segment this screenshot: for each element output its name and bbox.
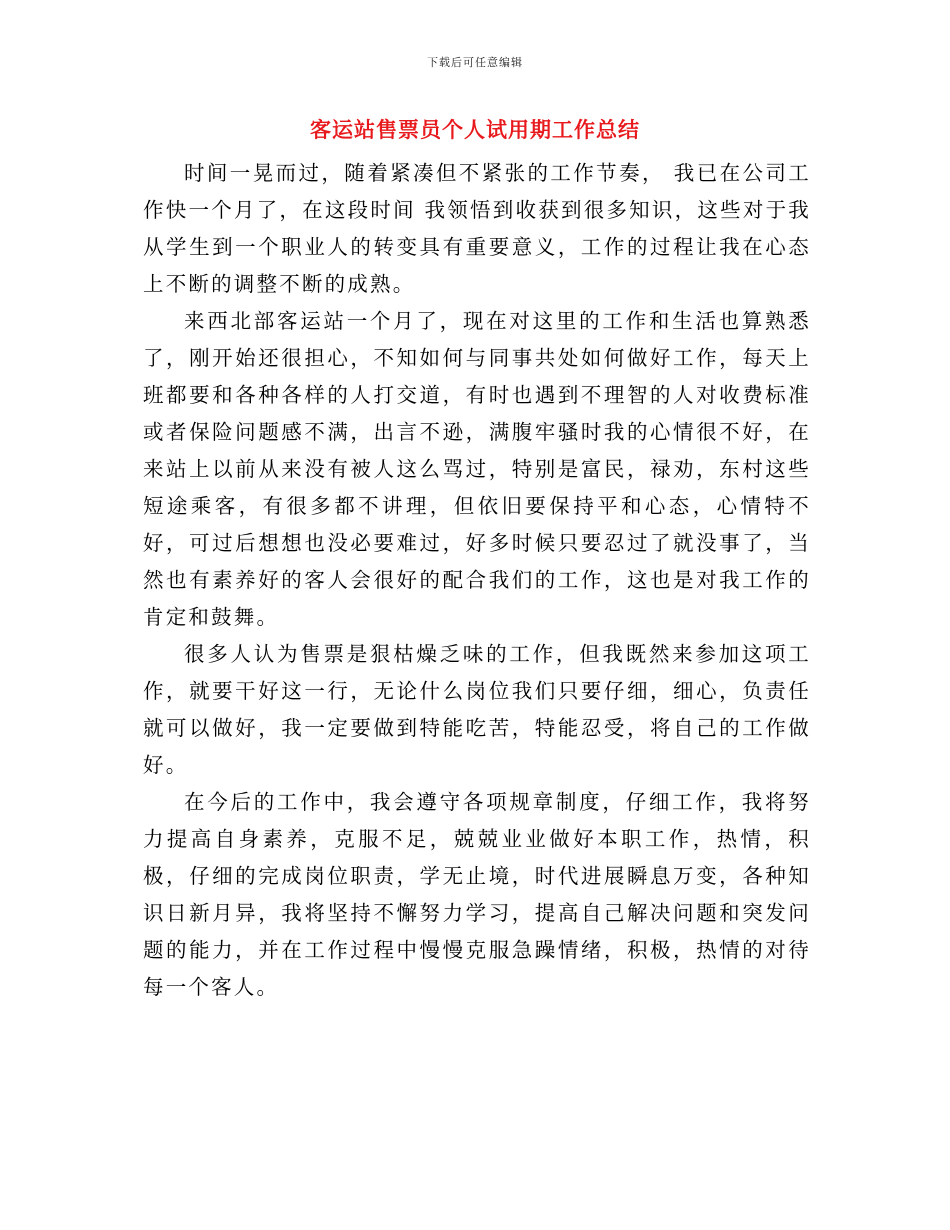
header-note: 下载后可任意编辑 (427, 56, 523, 69)
document-title: 客运站售票员个人试用期工作总结 (310, 117, 640, 142)
document-body (143, 155, 811, 1006)
paragraph: 时间一晃而过，随着紧凑但不紧张的工作节奏， 我已在公司工作快一个月了，在这段时间 我领悟到收获到很多知识，这些对于我从学生到一个职业人的转变具有重要意义，工作的过程让我在心态上不断的调整不断的成熟。 (143, 161, 811, 296)
paragraph: 在今后的工作中，我会遵守各项规章制度，仔细工作，我将努力提高自身素养，克服不足，兢兢业业做好本职工作，热情，积极，仔细的完成岗位职责，学无止境，时代进展瞬息万变，各种知识日新月异，我将坚持不懈努力学习，提高自己解决问题和突发问题的能力，并在工作过程中慢慢克服急躁情绪，积极，热情的对待每一个客人。 (143, 790, 811, 999)
paragraph: 来西北部客运站一个月了，现在对这里的工作和生活也算熟悉了，刚开始还很担心，不知如何与同事共处如何做好工作，每天上班都要和各种各样的人打交道，有时也遇到不理智的人对收费标准或者保险问题感不满，出言不逊，满腹牢骚时我的心情很不好，在来站上以前从来没有被人这么骂过，特别是富民，禄劝，东村这些短途乘客，有很多都不讲理，但依旧要保持平和心态，心情特不好，可过后想想也没必要难过，好多时候只要忍过了就没事了，当然也有素养好的客人会很好的配合我们的工作，这也是对我工作的肯定和鼓舞。 (143, 309, 811, 629)
paragraph: 很多人认为售票是狠枯燥乏味的工作，但我既然来参加这项工作，就要干好这一行，无论什么岗位我们只要仔细，细心，负责任就可以做好，我一定要做到特能吃苦，特能忍受，将自己的工作做好。 (143, 642, 811, 777)
